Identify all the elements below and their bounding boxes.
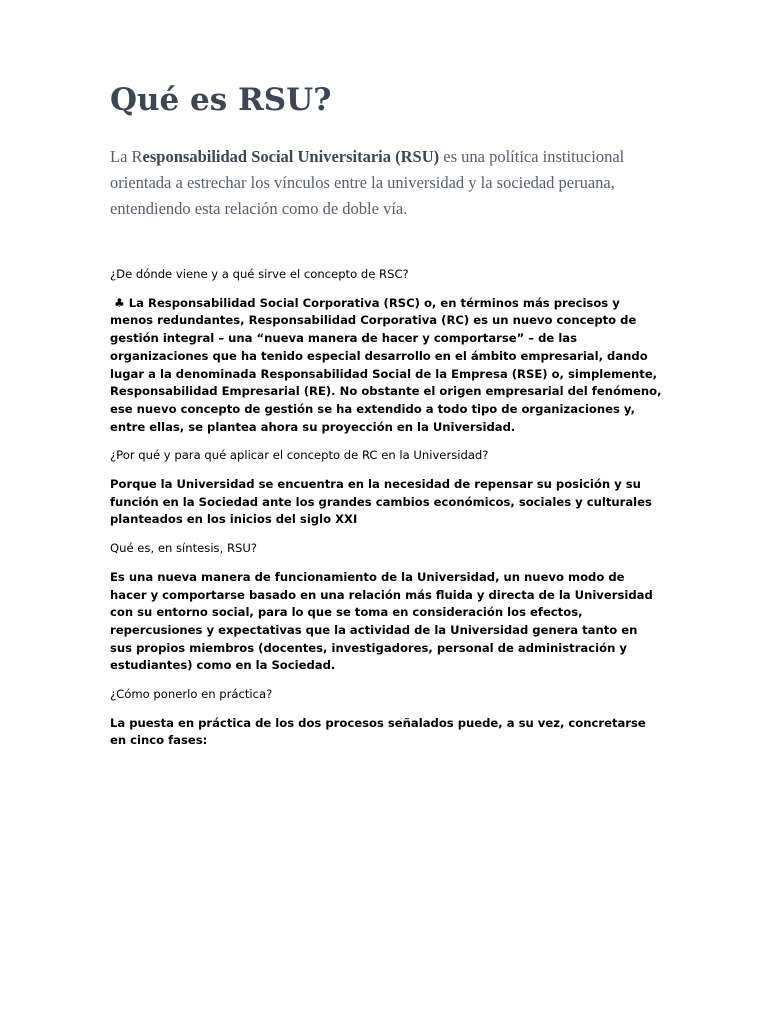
answer-origin-text: La Responsabilidad Social Corporativa (RSC) o, en términos más precisos y menos redundantes, Responsabilidad Corporativa (RC) es un nuevo concepto de gestión integral – una “nueva manera de hacer y comportarse” – de las organizaciones que ha tenido especial desarrollo en el ámbito empresarial, dando lugar a la denominada Responsabilidad Social de la Empresa (RSE) o, simplemente, Responsabilidad Empresarial (RE). No obstante el origen empresarial del fenómeno, ese nuevo concepto de gestión se ha extendido a todo tipo de organizaciones y, entre ellas, se plantea ahora su proyección en la Universidad. (110, 295, 662, 434)
answer-why: Porque la Universidad se encuentra en la necesidad de repensar su posición y su función en la Sociedad ante los grandes cambios económicos, sociales y culturales planteados en los inicios del siglo XXI (110, 477, 652, 527)
club-bullet-icon: ♣ (114, 295, 125, 310)
intro-prefix: La R (110, 147, 143, 166)
faq-section (110, 266, 662, 750)
answer-practice: La puesta en práctica de los dos procesos señalados puede, a su vez, concretarse en cinco fases: (110, 715, 646, 748)
answer-synthesis: Es una nueva manera de funcionamiento de la Universidad, un nuevo modo de hacer y comportarse basado en una relación más fluida y directa de la Universidad con su entorno social, para lo que se toma en consideración los efectos, repercusiones y expectativas que la actividad de la Universidad genera tanto en sus propios miembros (docentes, investigadores, personal de administración y estudiantes) como en la Sociedad. (110, 569, 653, 673)
question-practice: ¿Cómo ponerlo en práctica? (110, 687, 273, 702)
question-why: ¿Por qué y para qué aplicar el concepto de RC en la Universidad? (110, 448, 489, 463)
intro-suffix: es una política institucional orientada a estrechar los vínculos entre la universidad y la sociedad peruana, entendiendo esta relación como de doble vía. (110, 147, 625, 218)
answer-origin (110, 295, 662, 437)
question-origin: ¿De dónde viene y a qué sirve el concepto de RSC? (110, 267, 409, 281)
question-synthesis: Qué es, en síntesis, RSU? (110, 541, 258, 556)
document-page (110, 80, 662, 761)
page-title: Qué es RSU? (110, 82, 332, 118)
intro-paragraph (110, 144, 662, 222)
intro-highlight: esponsabilidad Social Universitaria (RSU) (142, 147, 440, 166)
